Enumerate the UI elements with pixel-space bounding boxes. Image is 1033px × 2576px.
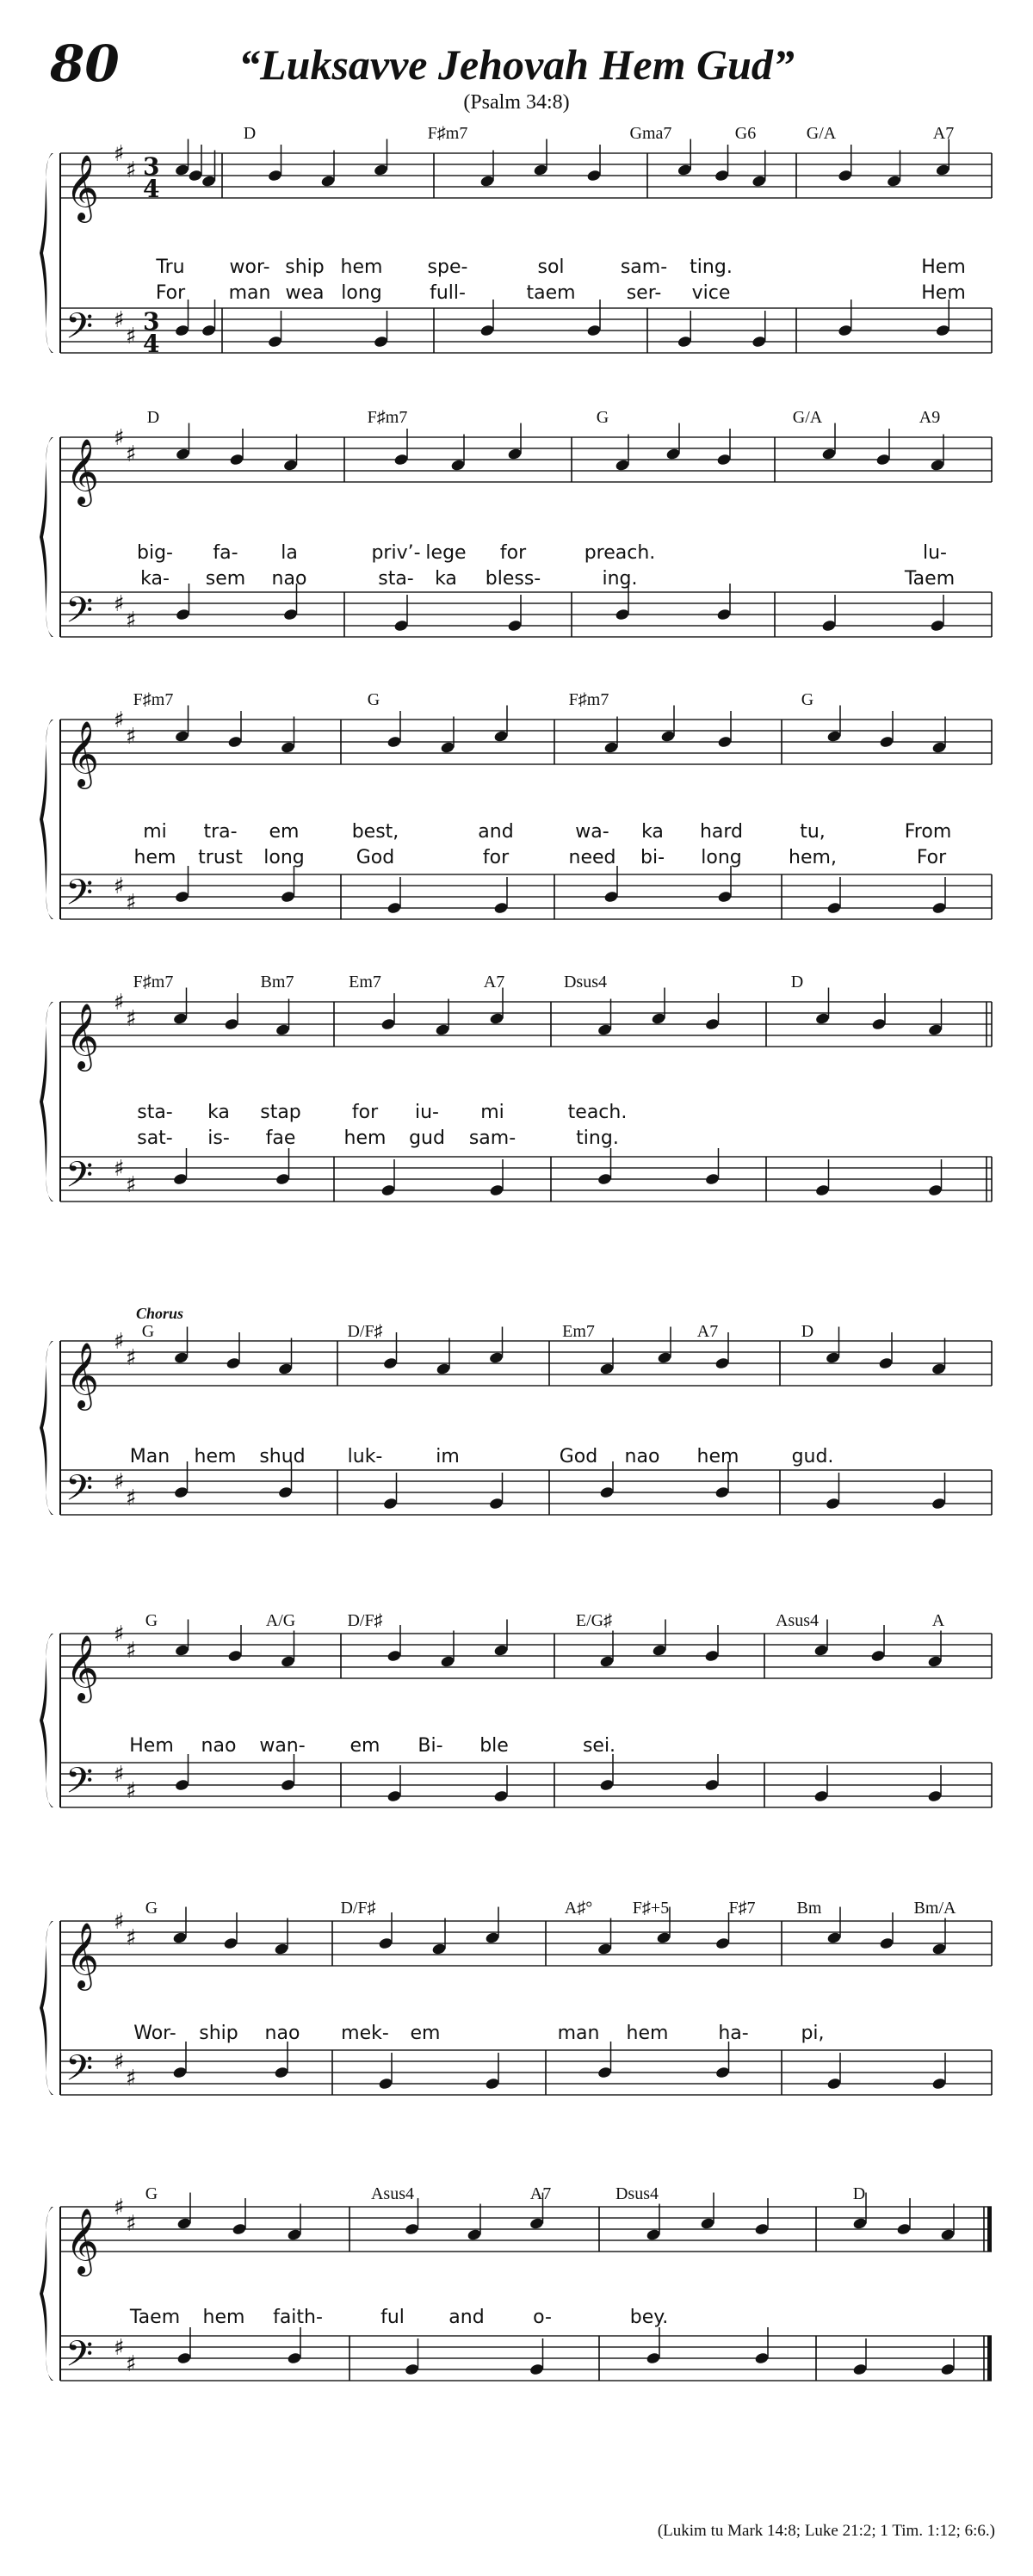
chord-symbol: A9 xyxy=(919,408,941,427)
chord-symbol: A xyxy=(931,1611,945,1630)
chord-symbol: F♯m7 xyxy=(568,690,609,709)
staff-notation xyxy=(0,695,1033,945)
lyric-syllable-verse-1: la xyxy=(281,542,298,564)
lyric-syllable-verse-2: Hem xyxy=(921,282,966,304)
lyric-syllable-verse-2: gud xyxy=(409,1127,445,1149)
chord-symbol: Em7 xyxy=(562,1322,595,1341)
lyric-syllable-verse-1: mi xyxy=(480,1102,504,1123)
lyric-syllable-verse-2: full- xyxy=(430,282,466,304)
key-signature-sharp-icon: ♯ xyxy=(114,1156,125,1182)
hymn-number: 80 xyxy=(50,34,120,93)
lyric-syllable-verse-2: ka xyxy=(435,568,457,590)
lyric-syllable-verse-2: bi- xyxy=(640,847,665,868)
key-signature-sharp-icon: ♯ xyxy=(126,158,137,183)
bass-clef-icon: 𝄢 xyxy=(65,1154,94,1204)
bass-clef-icon: 𝄢 xyxy=(65,2333,94,2383)
lyric-syllable: nao xyxy=(624,1446,660,1467)
chord-symbol: Em7 xyxy=(349,973,381,991)
key-signature-sharp-icon: ♯ xyxy=(126,1486,137,1511)
chord-symbol: Bm xyxy=(796,1899,822,1918)
lyric-syllable-verse-1: fa- xyxy=(213,542,238,564)
lyric-syllable: bey. xyxy=(629,2307,669,2328)
chord-symbol: G xyxy=(367,690,380,709)
time-signature-denominator: 4 xyxy=(143,330,160,358)
lyric-syllable: Bi- xyxy=(418,1735,443,1757)
system-brace xyxy=(40,1921,53,2095)
key-signature-sharp-icon: ♯ xyxy=(114,707,125,733)
chord-symbol: Bm7 xyxy=(260,973,294,991)
key-signature-sharp-icon: ♯ xyxy=(114,2049,125,2075)
system-brace xyxy=(40,720,53,919)
lyric-syllable-verse-1: wor- xyxy=(229,256,270,278)
key-signature-sharp-icon: ♯ xyxy=(114,2335,125,2361)
lyric-syllable-verse-2: man xyxy=(228,282,271,304)
final-barline-thick xyxy=(987,2207,992,2252)
lyric-syllable: man xyxy=(557,2023,600,2044)
lyric-syllable-verse-2: ka- xyxy=(140,568,170,590)
chord-symbol: F♯7 xyxy=(728,1899,756,1918)
chord-symbol: G xyxy=(141,1322,155,1341)
key-signature-sharp-icon: ♯ xyxy=(126,442,137,467)
time-signature-numerator: 3 xyxy=(143,307,160,336)
staff-notation xyxy=(0,1305,1033,1546)
chord-symbol: A7 xyxy=(483,973,505,991)
lyric-syllable-verse-2: bless- xyxy=(485,568,541,590)
chord-symbol: A7 xyxy=(696,1322,719,1341)
bass-clef-icon: 𝄢 xyxy=(65,872,94,922)
key-signature-sharp-icon: ♯ xyxy=(114,1469,125,1495)
key-signature-sharp-icon: ♯ xyxy=(126,1925,137,1951)
key-signature-sharp-icon: ♯ xyxy=(126,324,137,349)
key-signature-sharp-icon: ♯ xyxy=(126,2351,137,2377)
lyric-syllable: sei. xyxy=(582,1735,616,1757)
key-signature-sharp-icon: ♯ xyxy=(114,141,125,167)
staff-notation xyxy=(0,413,1033,663)
lyric-syllable: ha- xyxy=(718,2023,749,2044)
lyric-syllable: hem xyxy=(626,2023,669,2044)
lyric-syllable: Hem xyxy=(129,1735,174,1757)
lyric-syllable-verse-2: fae xyxy=(265,1127,296,1149)
key-signature-sharp-icon: ♯ xyxy=(114,591,125,617)
lyric-syllable-verse-2: hem, xyxy=(789,847,837,868)
chord-symbol: G xyxy=(801,690,814,709)
key-signature-sharp-icon: ♯ xyxy=(114,2195,125,2221)
system-brace xyxy=(40,153,53,353)
lyric-syllable-verse-2: sem xyxy=(205,568,246,590)
lyric-syllable-verse-2: ing. xyxy=(602,568,638,590)
lyric-syllable: Wor- xyxy=(133,2023,176,2044)
music-system-2 xyxy=(0,408,1033,663)
lyric-syllable-verse-2: wea xyxy=(285,282,325,304)
lyric-syllable-verse-1: em xyxy=(269,821,300,843)
lyric-syllable: ful xyxy=(380,2307,405,2328)
key-signature-sharp-icon: ♯ xyxy=(126,2211,137,2237)
chord-symbol: D/F♯ xyxy=(347,1322,383,1341)
lyric-syllable: gud. xyxy=(791,1446,834,1467)
lyric-syllable-verse-2: long xyxy=(263,847,305,868)
treble-clef-icon: 𝄞 xyxy=(65,1634,100,1701)
hymn-title: “Luksavve Jehovah Hem Gud” xyxy=(238,40,795,89)
chord-symbol: D xyxy=(801,1322,814,1341)
treble-clef-icon: 𝄞 xyxy=(65,720,100,787)
lyric-syllable-verse-1: sam- xyxy=(620,256,668,278)
chorus-label: Chorus xyxy=(136,1305,184,1322)
system-brace xyxy=(40,1002,53,1202)
lyric-syllable-verse-2: hem xyxy=(343,1127,387,1149)
chord-symbol: F♯+5 xyxy=(632,1899,670,1918)
chord-symbol: F♯m7 xyxy=(367,408,408,427)
treble-clef-icon: 𝄞 xyxy=(65,1922,100,1988)
lyric-syllable: hem xyxy=(696,1446,739,1467)
chord-symbol: A/G xyxy=(265,1611,296,1630)
lyric-syllable-verse-1: stap xyxy=(260,1102,301,1123)
key-signature-sharp-icon: ♯ xyxy=(114,874,125,899)
chord-symbol: G xyxy=(145,2184,158,2203)
system-brace xyxy=(40,2207,53,2381)
chord-symbol: D xyxy=(790,973,804,991)
chord-symbol: G/A xyxy=(792,408,823,427)
lyric-syllable-verse-2: For xyxy=(155,282,186,304)
chord-symbol: F♯m7 xyxy=(427,124,468,143)
lyric-syllable-verse-2: For xyxy=(916,847,947,868)
key-signature-sharp-icon: ♯ xyxy=(114,1909,125,1935)
lyric-syllable-verse-1: best, xyxy=(351,821,399,843)
lyric-syllable-verse-1: preach. xyxy=(584,542,656,564)
staff-notation xyxy=(0,1888,1033,2121)
lyric-syllable: luk- xyxy=(347,1446,383,1467)
lyric-syllable-verse-1: sta- xyxy=(137,1102,173,1123)
key-signature-sharp-icon: ♯ xyxy=(126,1172,137,1198)
chord-symbol: D xyxy=(146,408,160,427)
lyric-syllable-verse-1: wa- xyxy=(575,821,609,843)
key-signature-sharp-icon: ♯ xyxy=(114,1329,125,1355)
bass-clef-icon: 𝄢 xyxy=(65,1760,94,1810)
lyric-syllable: Man xyxy=(129,1446,170,1467)
lyric-syllable-verse-1: Tru xyxy=(156,256,185,278)
music-system-3 xyxy=(0,690,1033,945)
key-signature-sharp-icon: ♯ xyxy=(126,890,137,916)
lyric-syllable: faith- xyxy=(273,2307,323,2328)
lyric-syllable-verse-2: vice xyxy=(691,282,731,304)
lyric-syllable-verse-1: sol xyxy=(537,256,565,278)
final-barline-thick xyxy=(987,2336,992,2381)
lyric-syllable: God xyxy=(559,1446,598,1467)
key-signature-sharp-icon: ♯ xyxy=(114,990,125,1016)
lyric-syllable-verse-1: for xyxy=(351,1102,379,1123)
key-signature-sharp-icon: ♯ xyxy=(126,1006,137,1032)
key-signature-sharp-icon: ♯ xyxy=(126,2066,137,2091)
chord-symbol: Dsus4 xyxy=(615,2184,659,2203)
lyric-syllable-verse-2: ser- xyxy=(626,282,662,304)
lyric-syllable: em xyxy=(349,1735,380,1757)
treble-clef-icon: 𝄞 xyxy=(65,438,100,504)
key-signature-sharp-icon: ♯ xyxy=(126,724,137,750)
lyric-syllable-verse-1: Hem xyxy=(921,256,966,278)
lyric-syllable: and xyxy=(448,2307,485,2328)
lyric-syllable: pi, xyxy=(801,2023,825,2044)
lyric-syllable-verse-2: need xyxy=(568,847,616,868)
lyric-syllable-verse-2: Taem xyxy=(904,568,956,590)
music-system-6 xyxy=(0,1601,1033,1833)
lyric-syllable-verse-2: sam- xyxy=(468,1127,516,1149)
treble-clef-icon: 𝄞 xyxy=(65,154,100,220)
lyric-syllable: hem xyxy=(202,2307,245,2328)
lyric-syllable-verse-1: big- xyxy=(137,542,173,564)
chord-symbol: D/F♯ xyxy=(340,1899,376,1918)
time-signature-numerator: 3 xyxy=(143,152,160,181)
bass-clef-icon: 𝄢 xyxy=(65,306,94,355)
lyric-syllable-verse-1: hem xyxy=(340,256,383,278)
chord-symbol: Asus4 xyxy=(370,2184,415,2203)
chord-symbol: E/G♯ xyxy=(575,1611,613,1630)
system-brace xyxy=(40,1341,53,1515)
lyric-syllable-verse-2: sat- xyxy=(137,1127,173,1149)
chord-symbol: F♯m7 xyxy=(133,690,174,709)
lyric-syllable-verse-1: tu, xyxy=(800,821,826,843)
lyric-syllable: mek- xyxy=(341,2023,389,2044)
system-brace xyxy=(40,437,53,637)
lyric-syllable: em xyxy=(410,2023,441,2044)
lyric-syllable: wan- xyxy=(259,1735,306,1757)
chord-symbol: G6 xyxy=(734,124,757,143)
lyric-syllable-verse-1: ship xyxy=(285,256,325,278)
chord-symbol: G xyxy=(596,408,609,427)
staff-notation xyxy=(0,129,1033,387)
system-brace xyxy=(40,1634,53,1807)
music-system-1 xyxy=(0,124,1033,387)
key-signature-sharp-icon: ♯ xyxy=(126,1638,137,1664)
lyric-syllable-verse-2: taem xyxy=(526,282,576,304)
lyric-syllable-verse-1: ting. xyxy=(690,256,733,278)
lyric-syllable-verse-1: lege xyxy=(425,542,467,564)
chord-symbol: Gma7 xyxy=(629,124,672,143)
chord-symbol: D/F♯ xyxy=(347,1611,383,1630)
chord-symbol: F♯m7 xyxy=(133,973,174,991)
lyric-syllable-verse-1: tra- xyxy=(203,821,238,843)
treble-clef-icon: 𝄞 xyxy=(65,1003,100,1069)
lyric-syllable: Taem xyxy=(129,2307,181,2328)
chord-symbol: Bm/A xyxy=(913,1899,956,1918)
chord-symbol: G xyxy=(145,1899,158,1918)
lyric-syllable-verse-2: long xyxy=(701,847,742,868)
lyric-syllable-verse-1: ka xyxy=(641,821,664,843)
scripture-references: (Lukim tu Mark 14:8; Luke 21:2; 1 Tim. 1:12; 6:6.) xyxy=(657,2522,995,2540)
lyric-syllable-verse-1: teach. xyxy=(567,1102,628,1123)
lyric-syllable-verse-1: spe- xyxy=(427,256,468,278)
lyric-syllable: ble xyxy=(479,1735,509,1757)
lyric-syllable-verse-1: hard xyxy=(699,821,744,843)
lyric-syllable-verse-2: God xyxy=(356,847,395,868)
chord-symbol: A7 xyxy=(529,2184,552,2203)
lyric-syllable-verse-2: long xyxy=(341,282,382,304)
chord-symbol: G xyxy=(145,1611,158,1630)
lyric-syllable: o- xyxy=(533,2307,552,2328)
chord-symbol: G/A xyxy=(806,124,837,143)
key-signature-sharp-icon: ♯ xyxy=(114,1762,125,1788)
music-system-4 xyxy=(0,973,1033,1227)
chord-symbol: D xyxy=(243,124,257,143)
lyric-syllable-verse-1: From xyxy=(904,821,952,843)
lyric-syllable: nao xyxy=(264,2023,300,2044)
lyric-syllable: im xyxy=(436,1446,460,1467)
music-system-8 xyxy=(0,2174,1033,2432)
music-system-7 xyxy=(0,1888,1033,2121)
treble-clef-icon: 𝄞 xyxy=(65,2208,100,2274)
lyric-syllable: ship xyxy=(199,2023,238,2044)
chord-symbol: A7 xyxy=(932,124,955,143)
music-system-5 xyxy=(0,1305,1033,1546)
key-signature-sharp-icon: ♯ xyxy=(126,608,137,633)
chord-symbol: D xyxy=(852,2184,866,2203)
key-signature-sharp-icon: ♯ xyxy=(114,307,125,333)
hymn-subtitle: (Psalm 34:8) xyxy=(463,91,570,114)
bass-clef-icon: 𝄢 xyxy=(65,590,94,639)
key-signature-sharp-icon: ♯ xyxy=(126,1345,137,1371)
lyric-syllable-verse-2: for xyxy=(482,847,510,868)
lyric-syllable-verse-2: trust xyxy=(198,847,243,868)
key-signature-sharp-icon: ♯ xyxy=(114,425,125,451)
lyric-syllable: hem xyxy=(194,1446,237,1467)
key-signature-sharp-icon: ♯ xyxy=(126,1778,137,1804)
lyric-syllable: nao xyxy=(201,1735,237,1757)
key-signature-sharp-icon: ♯ xyxy=(114,1622,125,1647)
lyric-syllable-verse-2: sta- xyxy=(378,568,414,590)
lyric-syllable-verse-2: is- xyxy=(207,1127,230,1149)
staff-notation xyxy=(0,2174,1033,2432)
chord-symbol: A♯° xyxy=(564,1899,593,1918)
lyric-syllable-verse-1: ka xyxy=(207,1102,230,1123)
lyric-syllable-verse-1: and xyxy=(478,821,514,843)
bass-clef-icon: 𝄢 xyxy=(65,1467,94,1517)
lyric-syllable-verse-2: nao xyxy=(271,568,307,590)
treble-clef-icon: 𝄞 xyxy=(65,1342,100,1408)
chord-symbol: Asus4 xyxy=(775,1611,820,1630)
bass-clef-icon: 𝄢 xyxy=(65,2048,94,2097)
staff-notation xyxy=(0,1601,1033,1833)
lyric-syllable-verse-1: lu- xyxy=(923,542,947,564)
lyric-syllable-verse-2: hem xyxy=(133,847,176,868)
time-signature-denominator: 4 xyxy=(143,175,160,203)
lyric-syllable-verse-1: for xyxy=(499,542,527,564)
chord-symbol: Dsus4 xyxy=(563,973,608,991)
lyric-syllable-verse-2: ting. xyxy=(576,1127,619,1149)
lyric-syllable-verse-1: priv’- xyxy=(371,542,421,564)
lyric-syllable-verse-1: mi xyxy=(143,821,167,843)
lyric-syllable: shud xyxy=(259,1446,306,1467)
lyric-syllable-verse-1: iu- xyxy=(415,1102,439,1123)
